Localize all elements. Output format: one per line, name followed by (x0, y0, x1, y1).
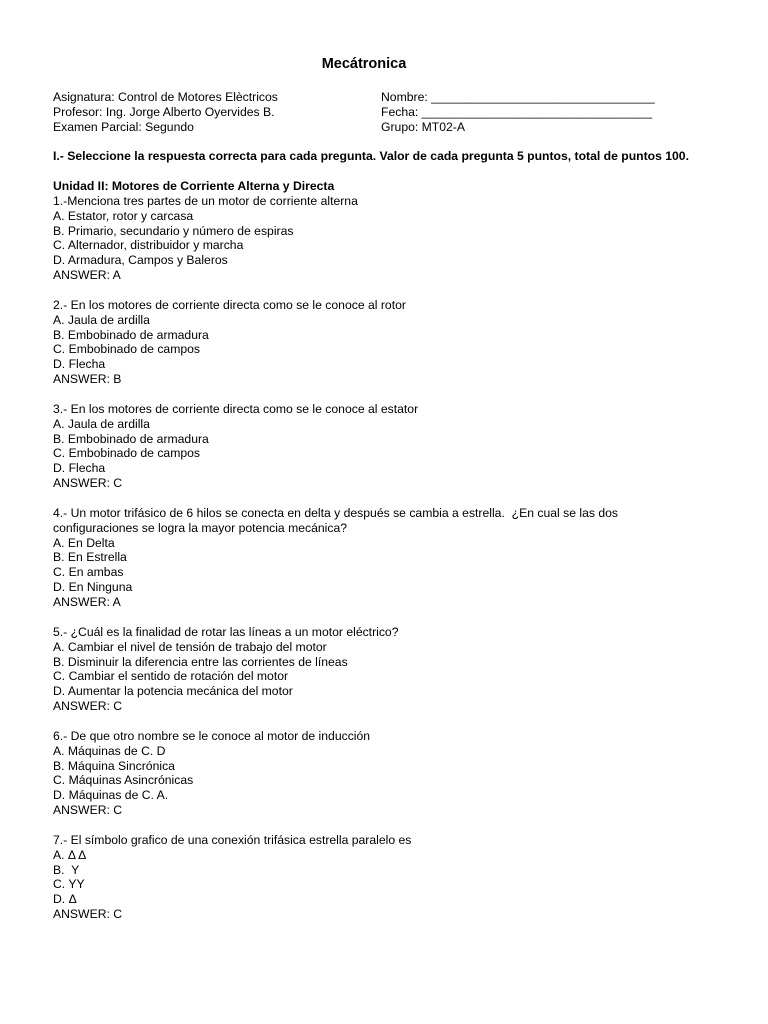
question-text: 4.- Un motor trifásico de 6 hilos se conecta en delta y después se cambia a estrella. ¿En cual se las dos configuraciones se logra la mayor potencia mecánica? (53, 506, 622, 535)
question-text: 5.- ¿Cuál es la finalidad de rotar las líneas a un motor eléctrico? (53, 625, 399, 639)
question-text: 3.- En los motores de corriente directa como se le conoce al estator (53, 402, 419, 416)
option-d: D. Aumentar la potencia mecánica del motor (53, 684, 293, 699)
option-c: C. Embobinado de campos (53, 446, 201, 461)
option-c: C. En ambas (53, 565, 124, 580)
date-field: Fecha: __________________________________ (381, 104, 653, 119)
option-d: D. Δ (53, 892, 77, 907)
answer: ANSWER: B (53, 371, 122, 386)
question-block (53, 506, 693, 610)
answer: ANSWER: C (53, 475, 123, 490)
option-b: B. Embobinado de armadura (53, 431, 209, 446)
option-b: B. Y (53, 862, 80, 877)
course-subject: Asignatura: Control de Motores Elèctricos (53, 90, 278, 104)
option-a: A. Máquinas de C. D (53, 743, 166, 758)
question-text: 7.- El símbolo grafico de una conexión trifásica estrella paralelo es (53, 833, 412, 847)
option-b: B. En Estrella (53, 550, 127, 565)
answer: ANSWER: C (53, 906, 123, 921)
header-course-info (53, 90, 278, 134)
answer: ANSWER: A (53, 594, 121, 609)
header-student-info (381, 90, 655, 134)
option-a: A. Estator, rotor y carcasa (53, 208, 194, 223)
document-title: Mecátronica (321, 56, 407, 72)
option-a: A. En Delta (53, 535, 115, 550)
option-d: D. Flecha (53, 357, 106, 372)
answer: ANSWER: C (53, 698, 123, 713)
unit-heading: Unidad II: Motores de Corriente Alterna y Directa (53, 179, 335, 193)
answer: ANSWER: A (53, 267, 121, 282)
question-block (53, 625, 693, 714)
option-b: B. Embobinado de armadura (53, 327, 209, 342)
option-a: A. Jaula de ardilla (53, 416, 150, 431)
course-professor: Profesor: Ing. Jorge Alberto Oyervides B. (53, 104, 275, 119)
question-block (53, 833, 693, 922)
option-d: D. Flecha (53, 461, 106, 476)
question-text: 2.- En los motores de corriente directa como se le conoce al rotor (53, 298, 406, 312)
instructions: I.- Seleccione la respuesta correcta para cada pregunta. Valor de cada pregunta 5 puntos, total de puntos 100. (53, 149, 689, 163)
option-c: C. Cambiar el sentido de rotación del motor (53, 669, 289, 684)
question-block (53, 402, 693, 491)
option-d: D. En Ninguna (53, 579, 133, 594)
option-c: C. Alternador, distribuidor y marcha (53, 238, 244, 253)
group-field: Grupo: MT02-A (381, 119, 465, 134)
exam-type: Examen Parcial: Segundo (53, 119, 194, 134)
option-a: A. Cambiar el nivel de tensión de trabajo del motor (53, 639, 327, 654)
question-block (53, 729, 693, 818)
question-block (53, 194, 693, 283)
option-a: A. Δ Δ (53, 847, 87, 862)
student-name-field: Nombre: _________________________________ (381, 90, 655, 104)
question-text: 6.- De que otro nombre se le conoce al motor de inducción (53, 729, 371, 743)
option-d: D. Armadura, Campos y Baleros (53, 253, 228, 268)
option-a: A. Jaula de ardilla (53, 312, 150, 327)
answer: ANSWER: C (53, 802, 123, 817)
option-c: C. Embobinado de campos (53, 342, 201, 357)
option-d: D. Máquinas de C. A. (53, 788, 169, 803)
question-text: 1.-Menciona tres partes de un motor de corriente alterna (53, 194, 358, 208)
option-c: C. YY (53, 877, 85, 892)
option-b: B. Disminuir la diferencia entre las corrientes de líneas (53, 654, 348, 669)
question-block (53, 298, 693, 387)
option-b: B. Primario, secundario y número de espiras (53, 223, 294, 238)
option-c: C. Máquinas Asincrónicas (53, 773, 194, 788)
option-b: B. Máquina Sincrónica (53, 758, 175, 773)
